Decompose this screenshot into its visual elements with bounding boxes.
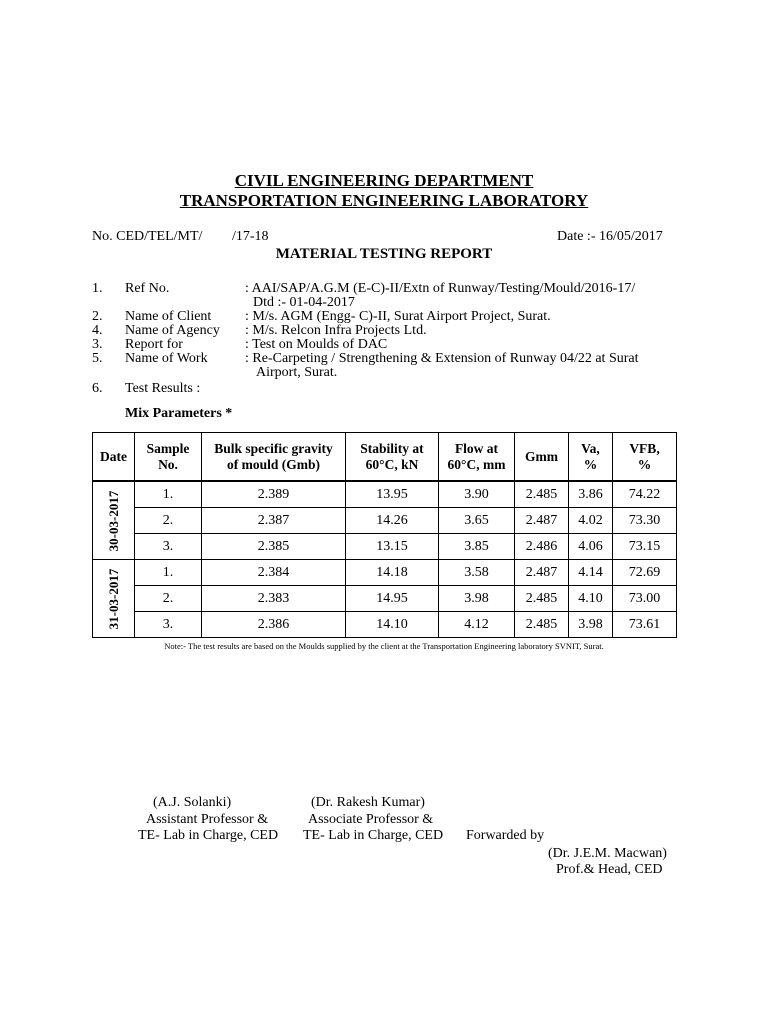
detail-value-report-for: : Test on Moulds of DAC xyxy=(245,337,388,352)
table-note: Note:- The test results are based on the Moulds supplied by the client at the Transportation Engineering laboratory SVNIT, Surat. xyxy=(164,641,604,651)
header-date: Date xyxy=(93,433,135,482)
table-cell: 2.383 xyxy=(202,586,346,612)
detail-num: 1. xyxy=(92,281,103,296)
table-cell: 14.18 xyxy=(346,560,439,586)
table-cell: 3. xyxy=(135,534,202,560)
date-cell: 31-03-2017 xyxy=(93,560,135,638)
detail-value-ref-date: Dtd :- 01-04-2017 xyxy=(253,295,355,310)
table-cell: 3.85 xyxy=(439,534,515,560)
signatory-2-name: (Dr. Rakesh Kumar) xyxy=(311,795,425,810)
detail-num: 3. xyxy=(92,337,103,352)
mix-parameters-table xyxy=(92,432,677,638)
detail-num: 2. xyxy=(92,309,103,324)
department-title: CIVIL ENGINEERING DEPARTMENT xyxy=(234,171,534,190)
table-cell: 73.15 xyxy=(613,534,677,560)
table-cell: 2.487 xyxy=(515,560,569,586)
table-cell: 2.486 xyxy=(515,534,569,560)
table-cell: 14.95 xyxy=(346,586,439,612)
header-stability: Stability at 60°C, kN xyxy=(346,433,439,482)
table-cell: 2.389 xyxy=(202,481,346,508)
table-cell: 3.98 xyxy=(439,586,515,612)
table-row xyxy=(93,481,677,508)
table-cell: 4.12 xyxy=(439,612,515,638)
detail-value-client: : M/s. AGM (Engg- C)-II, Surat Airport Project, Surat. xyxy=(245,309,551,324)
signatory-2-role: TE- Lab in Charge, CED xyxy=(303,828,444,843)
table-cell: 2. xyxy=(135,508,202,534)
table-cell: 4.02 xyxy=(569,508,613,534)
mix-parameters-title: Mix Parameters * xyxy=(125,406,233,421)
detail-label-client: Name of Client xyxy=(125,309,212,324)
table-cell: 2.485 xyxy=(515,586,569,612)
table-cell: 73.00 xyxy=(613,586,677,612)
table-cell: 2.485 xyxy=(515,481,569,508)
table-header-row xyxy=(93,433,677,482)
table-cell: 3.86 xyxy=(569,481,613,508)
table-cell: 13.15 xyxy=(346,534,439,560)
report-number: No. CED/TEL/MT/ xyxy=(92,229,203,244)
detail-label-agency: Name of Agency xyxy=(125,323,220,338)
table-cell: 2.485 xyxy=(515,612,569,638)
detail-label-work: Name of Work xyxy=(125,351,208,366)
table-cell: 14.26 xyxy=(346,508,439,534)
table-cell: 2.487 xyxy=(515,508,569,534)
header-gmm: Gmm xyxy=(515,433,569,482)
table-cell: 2.384 xyxy=(202,560,346,586)
table-cell: 13.95 xyxy=(346,481,439,508)
table-cell: 4.14 xyxy=(569,560,613,586)
header-flow: Flow at 60°C, mm xyxy=(439,433,515,482)
table-cell: 72.69 xyxy=(613,560,677,586)
table-cell: 74.22 xyxy=(613,481,677,508)
table-cell: 3. xyxy=(135,612,202,638)
table-cell: 73.30 xyxy=(613,508,677,534)
signatory-2-title: Associate Professor & xyxy=(308,812,434,827)
report-date: Date :- 16/05/2017 xyxy=(557,229,663,244)
detail-value-agency: : M/s. Relcon Infra Projects Ltd. xyxy=(245,323,427,338)
table-row xyxy=(93,612,677,638)
detail-label-test-results: Test Results : xyxy=(125,381,201,396)
detail-num: 4. xyxy=(92,323,103,338)
forwarded-by: Forwarded by xyxy=(466,828,545,843)
table-cell: 2.385 xyxy=(202,534,346,560)
detail-label-ref: Ref No. xyxy=(125,281,170,296)
detail-value-work-cont: Airport, Surat. xyxy=(256,365,338,380)
table-cell: 3.90 xyxy=(439,481,515,508)
signatory-1-role: TE- Lab in Charge, CED xyxy=(138,828,279,843)
signatory-1-title: Assistant Professor & xyxy=(146,812,269,827)
signatory-1-name: (A.J. Solanki) xyxy=(153,795,232,810)
date-cell: 30-03-2017 xyxy=(93,481,135,560)
table-cell: 73.61 xyxy=(613,612,677,638)
signatory-3-title: Prof.& Head, CED xyxy=(556,862,663,877)
table-cell: 1. xyxy=(135,481,202,508)
header-sample-no: Sample No. xyxy=(135,433,202,482)
table-cell: 1. xyxy=(135,560,202,586)
header-va: Va, % xyxy=(569,433,613,482)
table-row xyxy=(93,508,677,534)
table-cell: 3.58 xyxy=(439,560,515,586)
report-year: /17-18 xyxy=(232,229,269,244)
header-vfb: VFB, % xyxy=(613,433,677,482)
signatory-3-name: (Dr. J.E.M. Macwan) xyxy=(548,846,667,861)
table-row xyxy=(93,560,677,586)
detail-num: 5. xyxy=(92,351,103,366)
table-cell: 3.98 xyxy=(569,612,613,638)
table-cell: 4.10 xyxy=(569,586,613,612)
table-cell: 2.386 xyxy=(202,612,346,638)
table-cell: 3.65 xyxy=(439,508,515,534)
header-gmb: Bulk specific gravity of mould (Gmb) xyxy=(202,433,346,482)
table-row xyxy=(93,586,677,612)
detail-num: 6. xyxy=(92,381,103,396)
laboratory-title: TRANSPORTATION ENGINEERING LABORATORY xyxy=(179,191,589,210)
detail-label-report-for: Report for xyxy=(125,337,183,352)
detail-value-work: : Re-Carpeting / Strengthening & Extension of Runway 04/22 at Surat xyxy=(245,351,639,366)
table-cell: 14.10 xyxy=(346,612,439,638)
table-cell: 2. xyxy=(135,586,202,612)
table-cell: 4.06 xyxy=(569,534,613,560)
table-cell: 2.387 xyxy=(202,508,346,534)
detail-value-ref: : AAI/SAP/A.G.M (E-C)-II/Extn of Runway/Testing/Mould/2016-17/ xyxy=(245,281,636,296)
report-title: MATERIAL TESTING REPORT xyxy=(275,246,493,262)
table-row xyxy=(93,534,677,560)
